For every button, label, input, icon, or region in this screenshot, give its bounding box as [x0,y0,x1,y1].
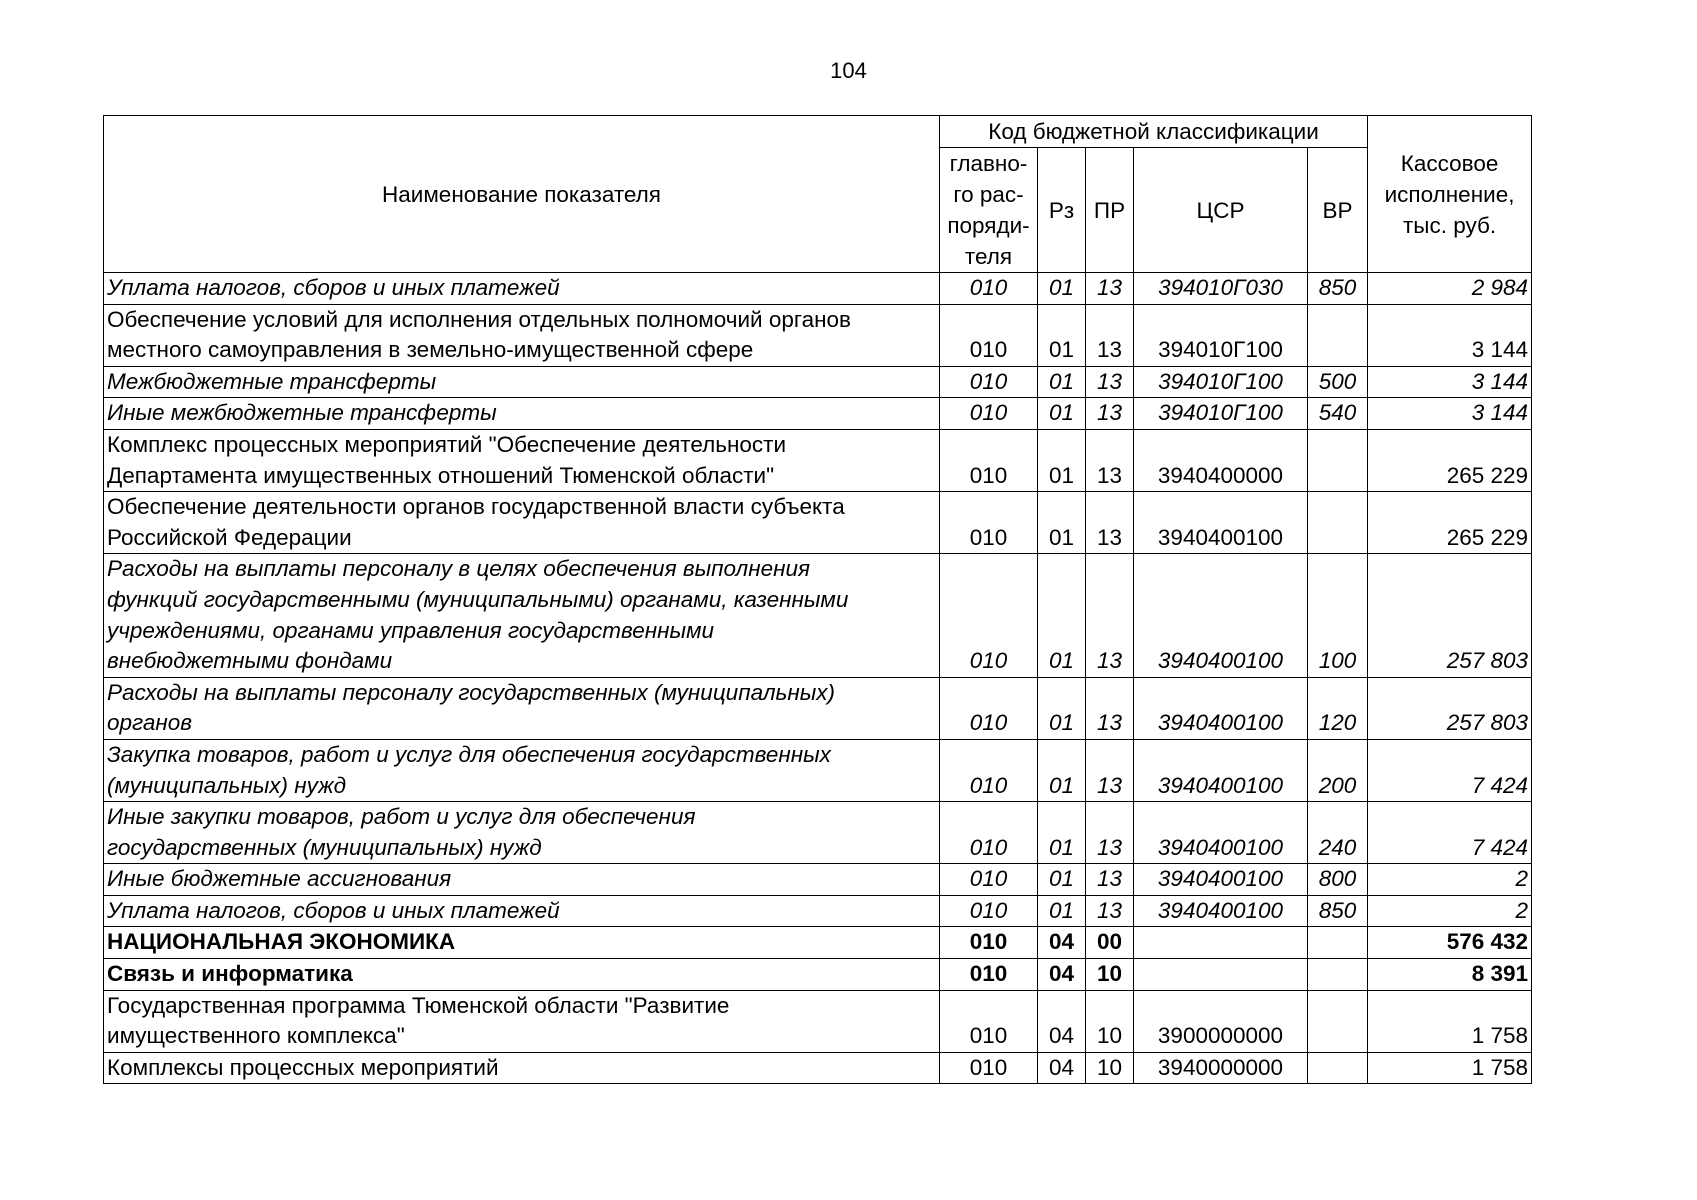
row-pr: 13 [1086,398,1134,430]
row-rz: 01 [1038,304,1086,366]
header-pr: ПР [1086,148,1134,273]
row-csr: 3940000000 [1134,1052,1308,1084]
row-name [104,554,940,677]
row-amount: 265 229 [1368,492,1532,554]
row-csr: 3940400100 [1134,554,1308,677]
row-pr: 00 [1086,927,1134,959]
budget-table [103,115,1532,1084]
row-name-line: Комплекс процессных мероприятий "Обеспечение деятельности [107,431,787,457]
row-csr: 3940400000 [1134,429,1308,491]
header-amount-line: Кассовое [1400,150,1499,176]
row-rz: 01 [1038,677,1086,739]
row-pr: 13 [1086,429,1134,491]
row-amount: 257 803 [1368,554,1532,677]
row-glav: 010 [940,927,1038,959]
header-amount-line: тыс. руб. [1402,212,1497,238]
row-rz: 04 [1038,990,1086,1052]
row-amount: 3 144 [1368,366,1532,398]
header-amount [1368,116,1532,273]
row-rz: 01 [1038,895,1086,927]
table-row [104,554,1532,677]
header-glav-line: го рас- [953,182,1024,207]
row-csr: 3940400100 [1134,739,1308,801]
row-csr: 394010Г100 [1134,398,1308,430]
table-row [104,677,1532,739]
header-name: Наименование показателя [104,116,940,273]
row-csr: 394010Г100 [1134,366,1308,398]
row-amount: 3 144 [1368,304,1532,366]
row-csr: 3940400100 [1134,864,1308,896]
row-vr: 100 [1308,554,1368,677]
row-name-line: Иные бюджетные ассигнования [107,866,452,892]
row-name [104,677,940,739]
row-name [104,304,940,366]
row-glav: 010 [940,429,1038,491]
table-header [104,116,1532,273]
row-name-line: Уплата налогов, сборов и иных платежей [107,897,560,923]
row-glav: 010 [940,990,1038,1052]
header-code-group: Код бюджетной классификации [940,116,1368,148]
row-vr: 200 [1308,739,1368,801]
row-glav: 010 [940,304,1038,366]
row-name [104,492,940,554]
row-name-line: Обеспечение деятельности органов государственной власти субъекта [107,494,845,520]
table-body [104,273,1532,1084]
row-csr: 3900000000 [1134,990,1308,1052]
row-rz: 01 [1038,739,1086,801]
row-pr: 13 [1086,366,1134,398]
row-amount: 1 758 [1368,1052,1532,1084]
row-csr: 3940400100 [1134,802,1308,864]
row-csr [1134,959,1308,991]
row-pr: 13 [1086,273,1134,305]
row-vr [1308,429,1368,491]
row-pr: 13 [1086,802,1134,864]
table-row [104,927,1532,959]
row-rz: 01 [1038,429,1086,491]
row-name [104,895,940,927]
row-name-line: органов [107,710,193,736]
row-amount: 2 [1368,895,1532,927]
row-vr: 800 [1308,864,1368,896]
row-rz: 01 [1038,492,1086,554]
row-vr [1308,492,1368,554]
row-pr: 13 [1086,677,1134,739]
row-vr [1308,1052,1368,1084]
row-glav: 010 [940,864,1038,896]
row-csr: 3940400100 [1134,492,1308,554]
table-row [104,739,1532,801]
row-name-line: Российской Федерации [107,524,352,550]
row-vr [1308,959,1368,991]
header-vr: ВР [1308,148,1368,273]
row-vr [1308,927,1368,959]
row-name-line: Иные межбюджетные трансферты [107,400,497,426]
header-csr: ЦСР [1134,148,1308,273]
row-name-line: Связь и информатика [107,961,353,987]
row-glav: 010 [940,554,1038,677]
row-name [104,1052,940,1084]
row-csr [1134,927,1308,959]
table-row [104,1052,1532,1084]
row-name-line: Расходы на выплаты персоналу в целях обеспечения выполнения [107,556,811,582]
row-name-line: Иные закупки товаров, работ и услуг для обеспечения [107,804,696,830]
row-name-line: Межбюджетные трансферты [107,368,437,394]
row-name-line: (муниципальных) нужд [107,772,347,798]
row-pr: 10 [1086,1052,1134,1084]
table-row [104,398,1532,430]
row-glav: 010 [940,492,1038,554]
table-row [104,802,1532,864]
table-row [104,895,1532,927]
row-vr: 120 [1308,677,1368,739]
row-amount: 2 984 [1368,273,1532,305]
row-amount: 1 758 [1368,990,1532,1052]
row-amount: 7 424 [1368,739,1532,801]
row-vr [1308,304,1368,366]
row-name-line: внебюджетными фондами [107,648,393,674]
row-amount: 257 803 [1368,677,1532,739]
row-name-line: функций государственными (муниципальными) органами, казенными [107,586,849,612]
table-row [104,366,1532,398]
row-pr: 13 [1086,304,1134,366]
row-pr: 13 [1086,492,1134,554]
row-rz: 01 [1038,366,1086,398]
table-row [104,304,1532,366]
row-name-line: Комплексы процессных мероприятий [107,1054,499,1080]
row-name [104,273,940,305]
row-name-line: имущественного комплекса" [107,1023,405,1049]
row-glav: 010 [940,273,1038,305]
row-vr: 500 [1308,366,1368,398]
row-name [104,864,940,896]
row-name [104,802,940,864]
row-rz: 01 [1038,802,1086,864]
header-glav-line: главно- [949,151,1028,176]
row-name [104,959,940,991]
row-csr: 3940400100 [1134,677,1308,739]
table-row [104,492,1532,554]
row-vr: 240 [1308,802,1368,864]
row-name-line: НАЦИОНАЛЬНАЯ ЭКОНОМИКА [107,929,456,955]
row-name [104,366,940,398]
row-vr: 850 [1308,273,1368,305]
row-rz: 04 [1038,1052,1086,1084]
header-rz: Рз [1038,148,1086,273]
table-row [104,429,1532,491]
header-glav [940,148,1038,273]
row-csr: 3940400100 [1134,895,1308,927]
row-rz: 01 [1038,864,1086,896]
row-amount: 265 229 [1368,429,1532,491]
row-rz: 01 [1038,273,1086,305]
row-glav: 010 [940,366,1038,398]
table-row [104,864,1532,896]
row-name [104,990,940,1052]
row-name-line: государственных (муниципальных) нужд [107,834,542,860]
row-glav: 010 [940,677,1038,739]
row-rz: 01 [1038,398,1086,430]
row-name-line: учреждениями, органами управления государственными [107,617,715,643]
row-glav: 010 [940,959,1038,991]
row-name [104,927,940,959]
header-glav-line: поряди- [947,213,1030,238]
row-pr: 13 [1086,739,1134,801]
row-pr: 13 [1086,864,1134,896]
row-amount: 576 432 [1368,927,1532,959]
row-rz: 04 [1038,927,1086,959]
table-row [104,273,1532,305]
row-name-line: Закупка товаров, работ и услуг для обеспечения государственных [107,741,831,767]
row-pr: 13 [1086,554,1134,677]
table-row [104,990,1532,1052]
row-glav: 010 [940,1052,1038,1084]
row-vr: 850 [1308,895,1368,927]
row-csr: 394010Г030 [1134,273,1308,305]
row-glav: 010 [940,802,1038,864]
table-row [104,959,1532,991]
row-pr: 13 [1086,895,1134,927]
row-name-line: местного самоуправления в земельно-имущественной сфере [107,337,754,363]
header-amount-line: исполнение, [1384,181,1515,207]
row-glav: 010 [940,895,1038,927]
row-name [104,739,940,801]
row-name [104,398,940,430]
page-number: 104 [830,58,867,83]
row-rz: 01 [1038,554,1086,677]
row-vr: 540 [1308,398,1368,430]
row-amount: 8 391 [1368,959,1532,991]
row-name-line: Обеспечение условий для исполнения отдельных полномочий органов [107,306,851,332]
row-glav: 010 [940,739,1038,801]
row-name-line: Расходы на выплаты персоналу государственных (муниципальных) [107,679,836,705]
row-name-line: Государственная программа Тюменской области "Развитие [107,992,730,1018]
row-name-line: Департамента имущественных отношений Тюменской области" [107,462,775,488]
header-glav-line: теля [964,244,1013,269]
row-pr: 10 [1086,990,1134,1052]
row-pr: 10 [1086,959,1134,991]
row-name [104,429,940,491]
row-csr: 394010Г100 [1134,304,1308,366]
row-rz: 04 [1038,959,1086,991]
row-amount: 3 144 [1368,398,1532,430]
row-amount: 7 424 [1368,802,1532,864]
row-name-line: Уплата налогов, сборов и иных платежей [107,275,560,300]
row-amount: 2 [1368,864,1532,896]
row-vr [1308,990,1368,1052]
row-glav: 010 [940,398,1038,430]
